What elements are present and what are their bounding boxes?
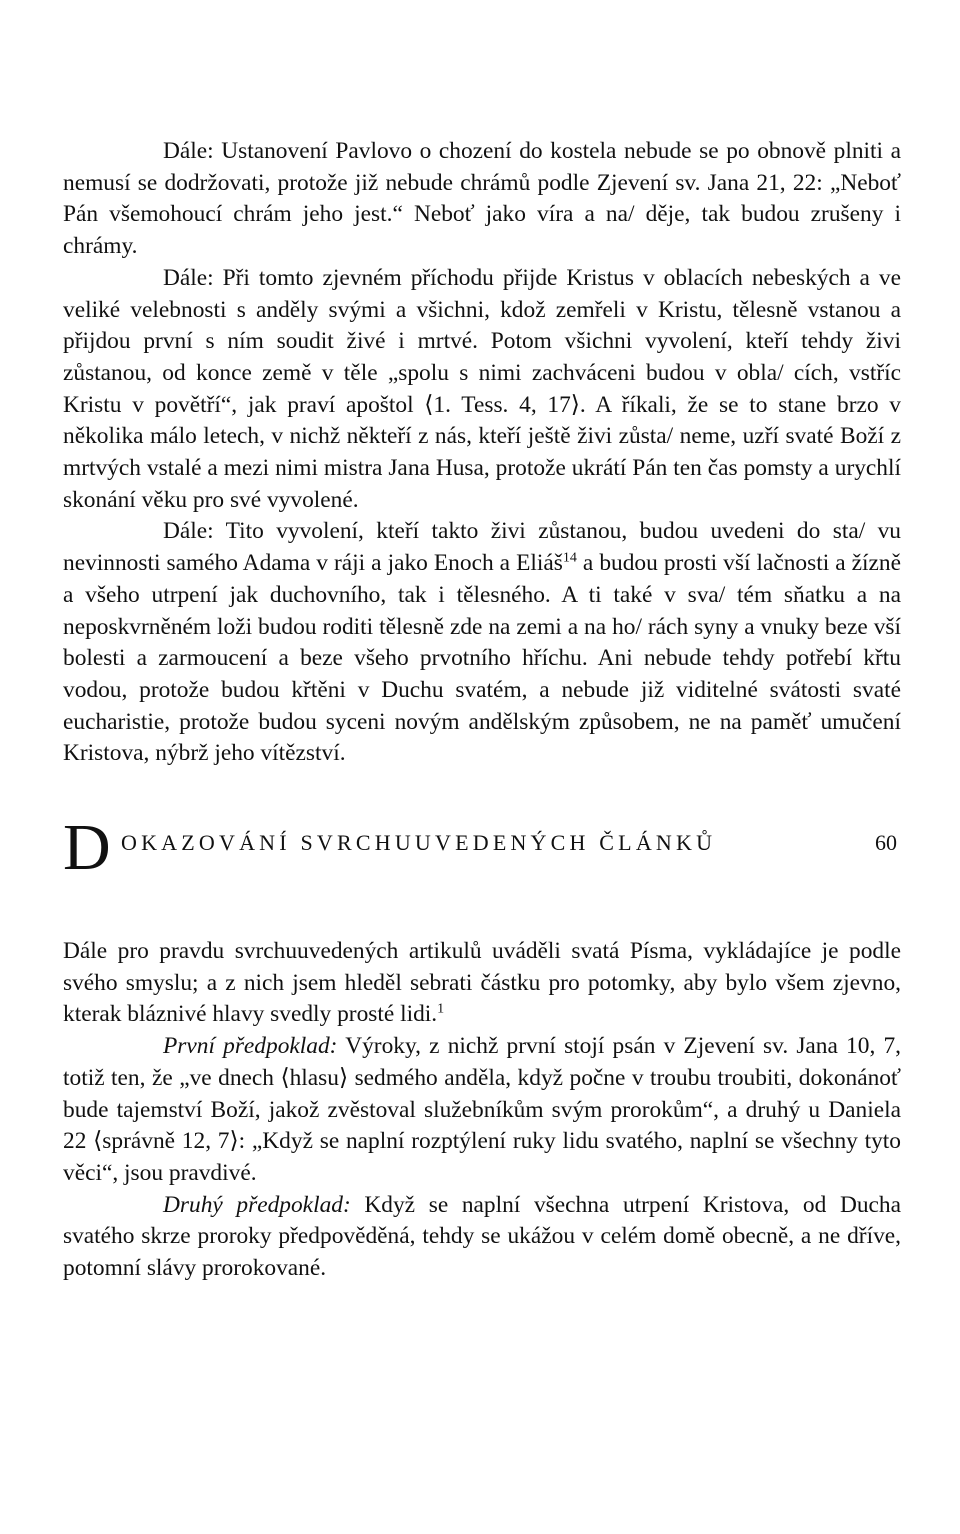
paragraph: [63, 1190, 901, 1285]
premise-label: První předpoklad:: [163, 1033, 338, 1060]
paragraph: Dále: Ustanovení Pavlovo o chození do kostela nebude se po obnově plniti a nemusí se dodržovati, protože již nebude chrámů podle Zjevení sv. Jana 21, 22: „Neboť Pán všemohoucí chrám jeho jest.“ Neboť jako víra a na/ děje, tak budou zrušeny i chrámy.: [63, 138, 901, 260]
section-heading: [63, 811, 901, 891]
premise-label: Druhý předpoklad:: [163, 1191, 351, 1218]
paragraph-text: Výroky, z nichž první stojí psán v Zjevení sv. Jana 10, 7, totiž ten, že „ve dnech ⟨hlasu⟩ sedmého anděla, když počne v troubu troubiti, dokonánoť bude tajemství Boží, jakož zvěstoval služebníkům svým prorokům“, a druhý u Daniela 22 ⟨správně 12, 7⟩: „Když se naplní rozptýlení ruky lidu svatého, naplní se všechny tyto věci“, jsou pravdivé.: [63, 1033, 901, 1186]
paragraph-text: Dále: Tito vyvolení, kteří takto živi zůstanou, budou uvedeni do sta/ vu nevinnosti samého Adama v ráji a jako Enoch a Eliáš: [63, 518, 901, 577]
footnote-marker: 1: [437, 1001, 445, 1018]
paragraph: [63, 1031, 901, 1190]
paragraph: Dále: Při tomto zjevném příchodu přijde Kristus v oblacích nebeských a ve veliké velebnosti s anděly svými a všichni, kdož zemřeli v Kristu, tělesně vstanou a přijdou první s ním soudit živé i mrtvé. Potom všichni vyvolení, kteří tehdy živi zůstanou, od konce země v těle „spolu s nimi zachváceni budou v obla/ cích, vstříc Kristu v povětří“, jak praví apoštol ⟨1. Tess. 4, 17⟩. A říkali, že se to stane brzo v několika málo letech, v nichž někteří z nás, kteří ještě živi zůsta/ neme, uzří svaté Boží z mrtvých vstalé a mezi nimi mistra Jana Husa, protože ukrátí Pán ten čas pomsty a urychlí skonání věku pro své vyvolené.: [63, 264, 901, 513]
document-page: [63, 136, 901, 1285]
drop-cap: D: [63, 811, 111, 885]
heading-title: OKAZOVÁNÍ SVRCHUUVEDENÝCH ČLÁNKŮ: [121, 830, 717, 856]
paragraph-text: Dále pro pravdu svrchuuvedených artikulů uváděli svatá Písma, vykládajíce je podle svého smyslu; a z nich jsem hleděl sebrati částku pro potomky, aby bylo všem zjevno, kterak bláznivé hlavy svedly prosté lidi.: [63, 938, 901, 1028]
section-number: 60: [875, 830, 897, 856]
paragraph-text: a budou prosti vší lačnosti a žízně a všeho utrpení jak duchovního, tak i tělesného. A ti také v sva/ tém sňatku a na neposkvrněném loži budou roditi tělesně zde na zemi a na ho/ rách syny a vnuky beze vší bolesti a zarmoucení a beze všeho prvotního hříchu. Ani nebude tehdy potřebí křtu vodou, protože budou křtěni v Duchu svatém, a nebude již viditelné svátosti svaté eucharistie, protože budou syceni novým andělským způsobem, ne na paměť umučení Kristova, nýbrž jeho vítězství.: [63, 550, 902, 767]
paragraph-text: Když se naplní všechna utrpení Kristova, od Ducha svatého skrze proroky předpověděná, tehdy se ukážou v celém domě obecně, a ne dříve, potomní slávy prorokované.: [63, 1191, 901, 1282]
paragraph: [63, 936, 901, 1031]
paragraph: [63, 516, 901, 770]
footnote-marker: 14: [562, 549, 577, 566]
